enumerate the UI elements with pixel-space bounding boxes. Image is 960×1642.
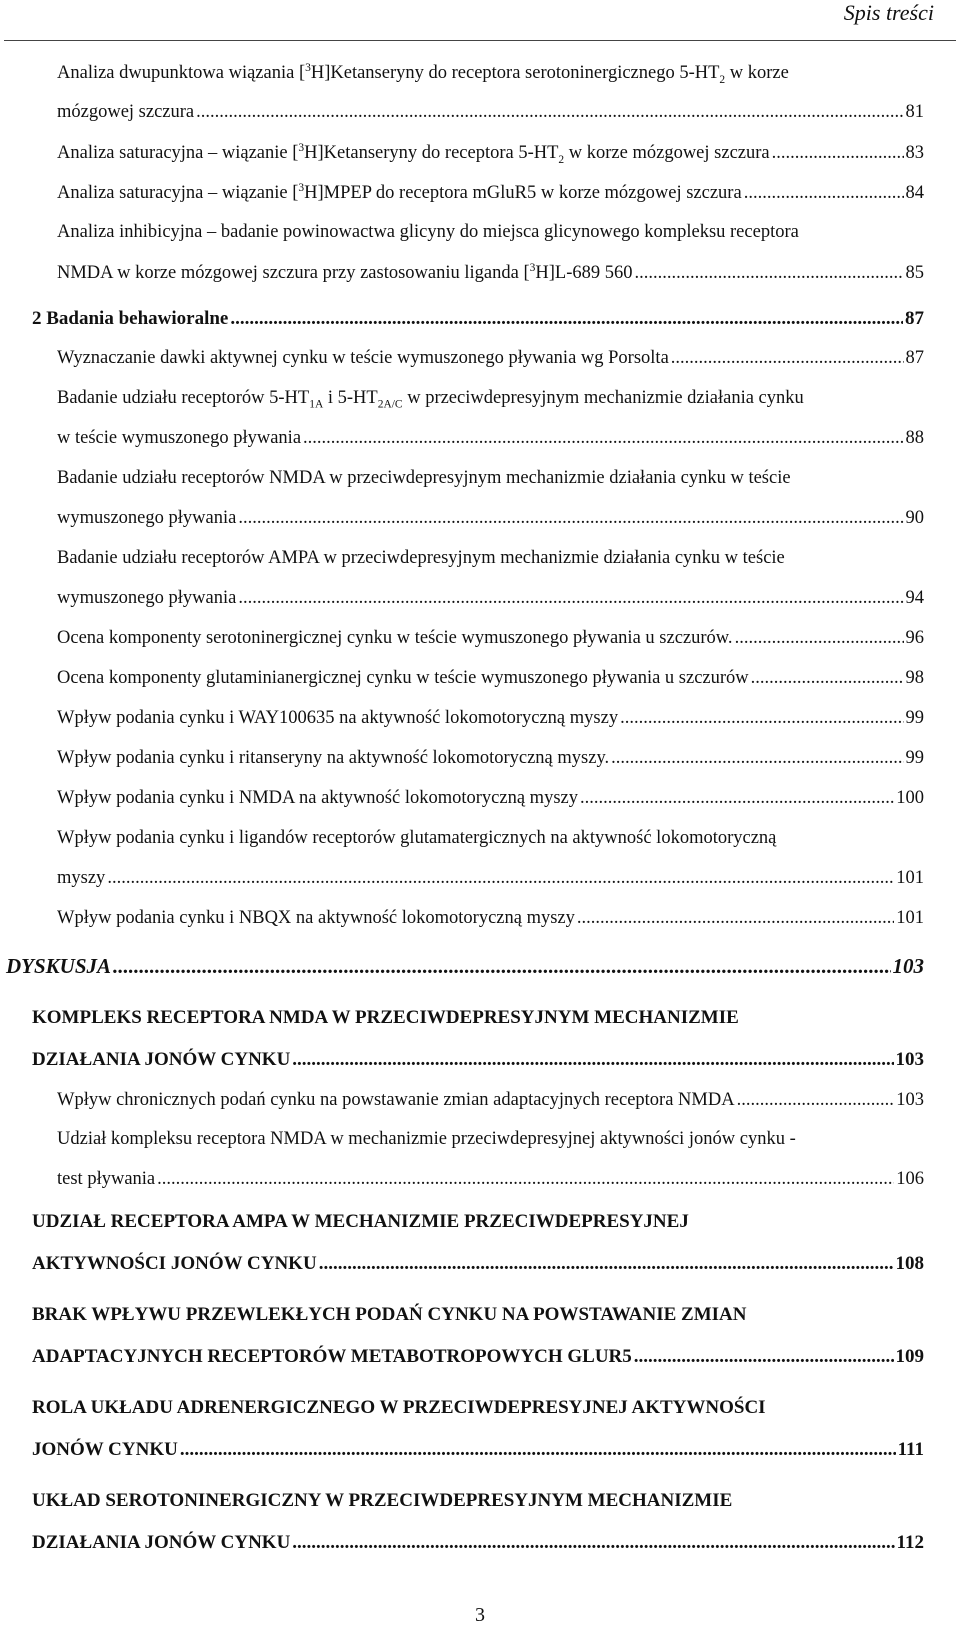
- toc-page-number: 99: [905, 708, 924, 728]
- leader-dots: [238, 508, 903, 529]
- toc-page-number: 100: [896, 788, 924, 808]
- toc-entry-text: Ocena komponenty glutaminianergicznej cynku w teście wymuszonego pływania u szczurów: [57, 668, 749, 688]
- toc-page-number: 112: [896, 1532, 924, 1553]
- leader-dots: [238, 588, 903, 609]
- toc-entry-text: Ocena komponenty serotoninergicznej cynku w teście wymuszonego pływania u szczurów.: [57, 628, 733, 648]
- toc-chapter-title: JONÓW CYNKU: [32, 1439, 178, 1460]
- toc-section-title: DYSKUSJA: [6, 954, 112, 978]
- toc-entry-text: test pływania: [57, 1169, 156, 1189]
- leader-dots: [292, 1532, 894, 1554]
- toc-page-number: 101: [896, 908, 924, 928]
- toc-page-number: 103: [896, 1090, 924, 1110]
- toc-entry-text: Wpływ podania cynku i ligandów receptorów glutamatergicznych na aktywność lokomotoryczną: [57, 828, 777, 848]
- toc-page-number: 98: [905, 668, 924, 688]
- leader-dots: [303, 428, 903, 449]
- leader-dots: [107, 868, 894, 889]
- toc-chapter-title: UDZIAŁ RECEPTORA AMPA W MECHANIZMIE PRZECIWDEPRESYJNEJ: [32, 1211, 689, 1232]
- toc-page-number: 103: [895, 1049, 924, 1070]
- toc-entry-text: Badanie udziału receptorów AMPA w przeciwdepresyjnym mechanizmie działania cynku w teście: [57, 548, 785, 568]
- toc-entry-text: Udział kompleksu receptora NMDA w mechanizmie przeciwdepresyjnej aktywności jonów cynku -: [57, 1129, 796, 1149]
- leader-dots: [620, 708, 903, 729]
- toc-page-number: 81: [905, 102, 924, 122]
- leader-dots: [580, 788, 894, 809]
- toc-entry-text: Analiza saturacyjna – wiązanie [$^3$H]Ketanseryny do receptora $5-HT_2$ w korze mózgowej szczura: [57, 142, 770, 166]
- toc-entry-text: Wpływ podania cynku i ritanseryny na aktywność lokomotoryczną myszy.: [57, 748, 610, 768]
- toc-entry-text: Wpływ podania cynku i NBQX na aktywność lokomotoryczną myszy: [57, 908, 575, 928]
- toc-chapter-title: UKŁAD SEROTONINERGICZNY W PRZECIWDEPRESYJNYM MECHANIZMIE: [32, 1490, 733, 1511]
- leader-dots: [577, 908, 894, 929]
- leader-dots: [634, 1346, 894, 1368]
- toc-chapter-title: BRAK WPŁYWU PRZEWLEKŁYCH PODAŃ CYNKU NA POWSTAWANIE ZMIAN: [32, 1304, 747, 1325]
- toc-chapter-title: ROLA UKŁADU ADRENERGICZNEGO W PRZECIWDEPRESYJNEJ AKTYWNOŚCI: [32, 1397, 766, 1418]
- leader-dots: [230, 308, 903, 330]
- toc-entry-text: Analiza dwupunktowa wiązania [$^3$H]Ketanseryny do receptora serotoninergicznego $5-HT_2$ w korze: [57, 62, 789, 86]
- header-title: Spis treści: [843, 0, 934, 25]
- toc-entry-text: NMDA w korze mózgowej szczura przy zastosowaniu liganda [$^3$H]L-689 560: [57, 262, 633, 284]
- toc-page-number: 101: [896, 868, 924, 888]
- toc-page-number: 90: [905, 508, 924, 528]
- toc-entry-text: Badanie udziału receptorów NMDA w przeciwdepresyjnym mechanizmie działania cynku w teście: [57, 468, 791, 488]
- toc-page-number: 84: [905, 183, 924, 204]
- leader-dots: [180, 1439, 896, 1461]
- leader-dots: [634, 263, 903, 284]
- toc-page-number: 106: [896, 1169, 924, 1189]
- toc-page-number: 94: [905, 588, 924, 608]
- leader-dots: [196, 102, 903, 123]
- leader-dots: [113, 954, 890, 979]
- leader-dots: [737, 1090, 895, 1111]
- toc-entry-text: Badanie udziału receptorów $5-HT_{1A}$ i $5-HT_{2A/C}$ w przeciwdepresyjnym mechanizmie działania cynku: [57, 388, 804, 411]
- toc-entry-text: 2 Badania behawioralne: [32, 308, 229, 329]
- toc-entry-text: Wpływ chronicznych podań cynku na powstawanie zmian adaptacyjnych receptora NMDA: [57, 1090, 735, 1110]
- leader-dots: [735, 628, 904, 649]
- toc-chapter-title: KOMPLEKS RECEPTORA NMDA W PRZECIWDEPRESYJNYM MECHANIZMIE: [32, 1007, 739, 1028]
- toc-chapter-title: ADAPTACYJNYCH RECEPTORÓW METABOTROPOWYCH GLUR5: [32, 1346, 632, 1367]
- leader-dots: [157, 1169, 894, 1190]
- leader-dots: [671, 348, 904, 369]
- leader-dots: [772, 143, 904, 164]
- leader-dots: [611, 748, 903, 769]
- toc-page-number: 111: [897, 1439, 924, 1460]
- toc-page-number: 109: [895, 1346, 924, 1367]
- leader-dots: [319, 1253, 894, 1275]
- header-divider: [4, 40, 956, 41]
- toc-page-number: 88: [905, 428, 924, 448]
- toc-chapter-title: AKTYWNOŚCI JONÓW CYNKU: [32, 1253, 317, 1274]
- toc-page-number: 87: [905, 348, 924, 368]
- toc-page-number: 85: [905, 263, 924, 284]
- toc-entry-text: myszy: [57, 868, 106, 888]
- page-header: [0, 0, 960, 42]
- toc-page-number: 103: [892, 954, 924, 978]
- toc-entry-text: Wyznaczanie dawki aktywnej cynku w teście wymuszonego pływania wg Porsolta: [57, 348, 669, 368]
- toc-chapter-title: DZIAŁANIA JONÓW CYNKU: [32, 1532, 291, 1553]
- leader-dots: [744, 183, 904, 204]
- toc-chapter-title: DZIAŁANIA JONÓW CYNKU: [32, 1049, 291, 1070]
- toc-page-number: 108: [895, 1253, 924, 1274]
- toc-entry-text: mózgowej szczura: [57, 102, 195, 122]
- toc-entry-text: Wpływ podania cynku i NMDA na aktywność lokomotoryczną myszy: [57, 788, 578, 808]
- page-number: 3: [475, 1604, 485, 1626]
- toc-entry-text: Analiza saturacyjna – wiązanie [$^3$H]MPEP do receptora mGluR5 w korze mózgowej szczura: [57, 182, 742, 204]
- toc-page-number: 87: [905, 308, 924, 329]
- toc-page-number: 83: [905, 143, 924, 164]
- leader-dots: [292, 1049, 893, 1071]
- toc-entry-text: Analiza inhibicyjna – badanie powinowactwa glicyny do miejsca glicynowego kompleksu receptora: [57, 222, 799, 242]
- toc-entry-text: wymuszonego pływania: [57, 588, 237, 608]
- toc-entry-text: Wpływ podania cynku i WAY100635 na aktywność lokomotoryczną myszy: [57, 708, 619, 728]
- toc-page-number: 96: [905, 628, 924, 648]
- leader-dots: [751, 668, 904, 689]
- toc-entry-text: wymuszonego pływania: [57, 508, 237, 528]
- toc-page-number: 99: [905, 748, 924, 768]
- toc-entry-text: w teście wymuszonego pływania: [57, 428, 302, 448]
